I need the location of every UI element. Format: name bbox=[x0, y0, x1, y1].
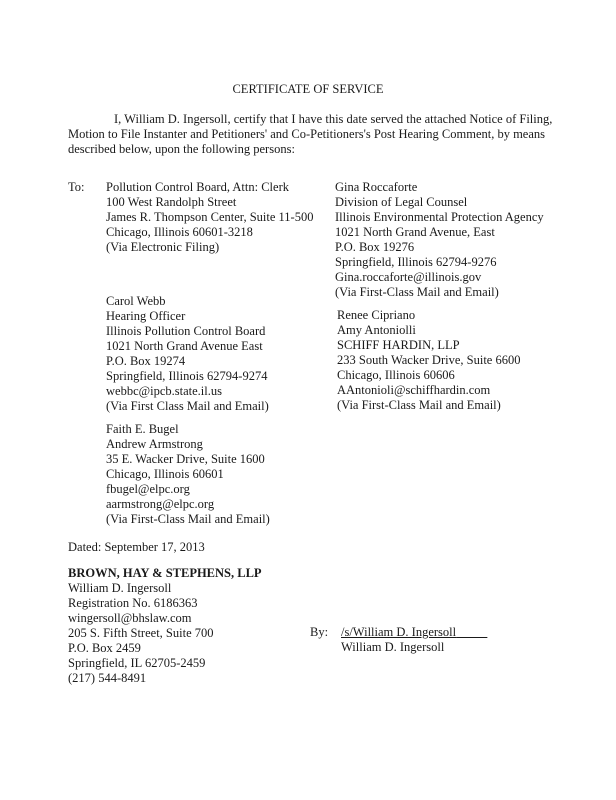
intro-line: described below, upon the following persons: bbox=[68, 142, 295, 156]
intro-line: I, William D. Ingersoll, certify that I have this date served the attached Notice of Filing, bbox=[114, 112, 553, 126]
address-line: aarmstrong@elpc.org bbox=[106, 497, 215, 511]
address-line: Pollution Control Board, Attn: Clerk bbox=[106, 180, 289, 194]
address-line: 1021 North Grand Avenue East bbox=[106, 339, 263, 353]
firm-line: William D. Ingersoll bbox=[68, 581, 172, 595]
signature-block bbox=[341, 625, 487, 655]
firm-line: 205 S. Fifth Street, Suite 700 bbox=[68, 626, 214, 640]
address-line: Renee Cipriano bbox=[337, 308, 416, 322]
address-line: Chicago, Illinois 60601 bbox=[106, 467, 224, 481]
address-line: Carol Webb bbox=[106, 294, 166, 308]
firm-line: Springfield, IL 62705-2459 bbox=[68, 656, 206, 670]
date-line: Dated: September 17, 2013 bbox=[68, 540, 205, 554]
firm-line: Registration No. 6186363 bbox=[68, 596, 198, 610]
address-line: James R. Thompson Center, Suite 11-500 bbox=[106, 210, 314, 224]
address-line: webbc@ipcb.state.il.us bbox=[106, 384, 222, 398]
address-line: 100 West Randolph Street bbox=[106, 195, 237, 209]
address-line: P.O. Box 19274 bbox=[106, 354, 186, 368]
address-line: Hearing Officer bbox=[106, 309, 186, 323]
address-line: Gina.roccaforte@illinois.gov bbox=[335, 270, 482, 284]
recipient-roccaforte bbox=[335, 180, 544, 300]
address-line: (Via First Class Mail and Email) bbox=[106, 399, 269, 413]
signature-line: /s/William D. Ingersoll bbox=[341, 625, 457, 639]
address-line: 1021 North Grand Avenue, East bbox=[335, 225, 495, 239]
address-line: Gina Roccaforte bbox=[335, 180, 418, 194]
recipient-webb bbox=[106, 294, 269, 414]
address-line: Chicago, Illinois 60606 bbox=[337, 368, 455, 382]
address-line: SCHIFF HARDIN, LLP bbox=[337, 338, 460, 352]
address-line: (Via Electronic Filing) bbox=[106, 240, 220, 254]
address-line: Springfield, Illinois 62794-9276 bbox=[335, 255, 497, 269]
address-line: Illinois Environmental Protection Agency bbox=[335, 210, 544, 224]
firm-line: P.O. Box 2459 bbox=[68, 641, 141, 655]
address-line: 233 South Wacker Drive, Suite 6600 bbox=[337, 353, 521, 367]
address-line: Chicago, Illinois 60601-3218 bbox=[106, 225, 253, 239]
signer-name: William D. Ingersoll bbox=[341, 640, 445, 654]
intro-paragraph bbox=[68, 112, 553, 157]
address-line: (Via First-Class Mail and Email) bbox=[335, 285, 499, 299]
address-line: AAntonioli@schiffhardin.com bbox=[337, 383, 491, 397]
address-line: (Via First-Class Mail and Email) bbox=[337, 398, 501, 412]
document-title: CERTIFICATE OF SERVICE bbox=[232, 82, 384, 96]
intro-line: Motion to File Instanter and Petitioners' and Co-Petitioners's Post Hearing Comment, by means bbox=[68, 127, 546, 141]
address-line: 35 E. Wacker Drive, Suite 1600 bbox=[106, 452, 265, 466]
address-line: Andrew Armstrong bbox=[106, 437, 203, 451]
firm-line: (217) 544-8491 bbox=[68, 671, 147, 685]
address-line: Illinois Pollution Control Board bbox=[106, 324, 266, 338]
by-label: By: bbox=[310, 625, 329, 639]
to-label: To: bbox=[68, 180, 85, 194]
firm-block bbox=[68, 566, 262, 686]
address-line: P.O. Box 19276 bbox=[335, 240, 415, 254]
address-line: Springfield, Illinois 62794-9274 bbox=[106, 369, 268, 383]
recipient-clerk bbox=[106, 180, 313, 255]
address-line: Faith E. Bugel bbox=[106, 422, 179, 436]
recipient-cipriano bbox=[337, 308, 520, 413]
address-line: (Via First-Class Mail and Email) bbox=[106, 512, 270, 526]
firm-name: BROWN, HAY & STEPHENS, LLP bbox=[68, 566, 262, 580]
recipient-bugel bbox=[106, 422, 270, 527]
address-line: Amy Antoniolli bbox=[337, 323, 416, 337]
firm-line: wingersoll@bhslaw.com bbox=[68, 611, 192, 625]
address-line: Division of Legal Counsel bbox=[335, 195, 468, 209]
address-line: fbugel@elpc.org bbox=[106, 482, 190, 496]
